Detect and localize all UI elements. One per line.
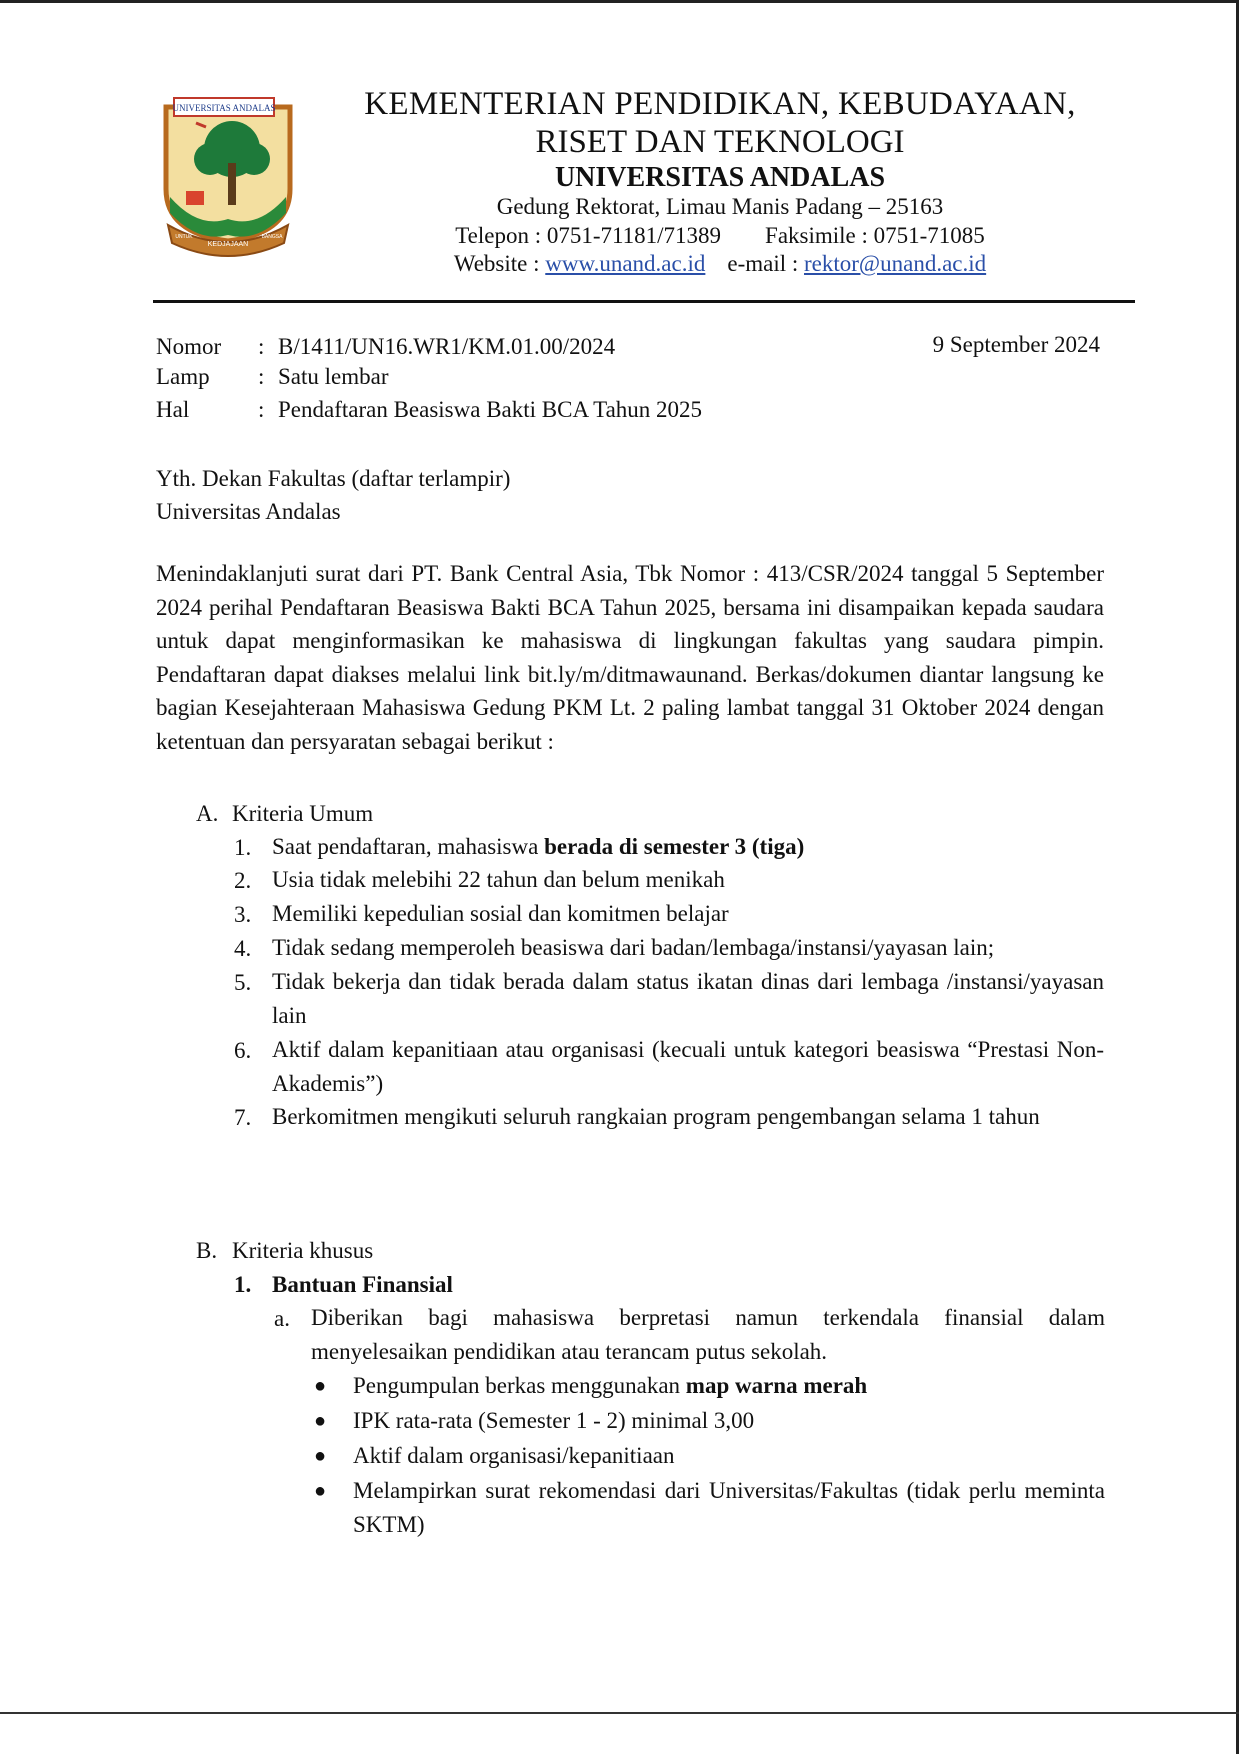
nomor-label: Nomor [156, 334, 222, 359]
letterhead-web [300, 251, 1140, 277]
criteria-item-6: Aktif dalam kepanitiaan atau organisasi (kecuali untuk kategori beasiswa “Prestasi Non-Akademis”) [272, 1037, 1104, 1096]
website-label: Website : [453, 251, 546, 276]
section-a-title: Kriteria Umum [232, 801, 374, 826]
recipient-line-2: Universitas Andalas [156, 499, 341, 524]
bullet-icon: ● [314, 1410, 327, 1432]
section-a-marker: A. [196, 801, 219, 826]
letter-date: 9 September 2024 [932, 332, 1100, 357]
hal-value: Pendaftaran Beasiswa Bakti BCA Tahun 2025 [278, 397, 703, 422]
ministry-line-2: RISET DAN TEKNOLOGI [535, 124, 905, 160]
lamp-colon: : [258, 364, 265, 389]
bullet-text: Pengumpulan berkas menggunakan [353, 1373, 686, 1398]
hal-colon: : [258, 397, 265, 422]
bullet-bold-text: map warna merah [685, 1373, 868, 1398]
item-number: 3. [234, 902, 252, 927]
bullet-item-1 [353, 1369, 1105, 1403]
criteria-item-2: Usia tidak melebihi 22 tahun dan belum menikah [272, 867, 725, 892]
ministry-line-1: KEMENTERIAN PENDIDIKAN, KEBUDAYAAN, [364, 86, 1076, 122]
item-text: Saat pendaftaran, mahasiswa [272, 834, 545, 859]
phone-number: Telepon : 0751-71181/71389 [455, 223, 722, 248]
subsection-a-marker: a. [274, 1306, 290, 1331]
hal-label: Hal [156, 397, 190, 422]
svg-text:UNTUK: UNTUK [175, 234, 193, 240]
criteria-item-4: Tidak sedang memperoleh beasiswa dari badan/lembaga/instansi/yayasan lain; [272, 935, 995, 960]
criteria-item-7: Berkomitmen mengikuti seluruh rangkaian program pengembangan selama 1 tahun [272, 1104, 1040, 1129]
scan-bottom-border [0, 1712, 1239, 1714]
bullet-icon: ● [314, 1480, 327, 1502]
lamp-label: Lamp [156, 364, 210, 389]
fax-number: Faksimile : 0751-71085 [765, 223, 985, 248]
letterhead-rule [153, 300, 1135, 303]
letterhead-address: Gedung Rektorat, Limau Manis Padang – 25163 [496, 194, 944, 219]
section-b-title: Kriteria khusus [232, 1238, 374, 1263]
item-number: 5. [234, 970, 252, 995]
university-logo [158, 93, 298, 265]
subsection-title: Bantuan Finansial [272, 1272, 453, 1297]
lamp-value: Satu lembar [278, 364, 389, 389]
criteria-item-5: Tidak bekerja dan tidak berada dalam status ikatan dinas dari lembaga /instansi/yayasan lain [272, 969, 1104, 1028]
item-number: 7. [234, 1105, 252, 1130]
item-number: 2. [234, 868, 252, 893]
email-link[interactable]: rektor@unand.ac.id [804, 251, 987, 276]
letterhead-contact [300, 223, 1140, 249]
university-name: UNIVERSITAS ANDALAS [554, 162, 886, 193]
email-label: e-mail : [727, 251, 805, 276]
criteria-item-3: Memiliki kepedulian sosial dan komitmen belajar [272, 901, 729, 926]
criteria-item-1 [272, 830, 1112, 864]
nomor-colon: : [258, 334, 265, 359]
nomor-value: B/1411/UN16.WR1/KM.01.00/2024 [278, 334, 616, 359]
item-bold-text: berada di semester 3 (tiga) [544, 834, 805, 859]
bullet-item-2: IPK rata-rata (Semester 1 - 2) minimal 3,00 [353, 1408, 755, 1433]
svg-text:UNIVERSITAS ANDALAS: UNIVERSITAS ANDALAS [172, 103, 276, 113]
bullet-item-3: Aktif dalam organisasi/kepanitiaan [353, 1443, 675, 1468]
section-b-marker: B. [196, 1238, 218, 1263]
subsection-a-text: Diberikan bagi mahasiswa berpretasi namun terkendala finansial dalam menyelesaikan pendidikan atau terancam putus sekolah. [311, 1305, 1105, 1364]
svg-text:KEDJAJAAN: KEDJAJAAN [207, 241, 249, 248]
website-link[interactable]: www.unand.ac.id [545, 251, 706, 276]
item-number: 1. [234, 835, 252, 860]
recipient-line-1: Yth. Dekan Fakultas (daftar terlampir) [156, 466, 511, 491]
bullet-icon: ● [314, 1375, 327, 1397]
subsection-number: 1. [234, 1272, 252, 1297]
scan-top-border [0, 0, 1239, 3]
item-number: 6. [234, 1038, 252, 1063]
body-paragraph: Menindaklanjuti surat dari PT. Bank Central Asia, Tbk Nomor : 413/CSR/2024 tanggal 5 September 2024 perihal Pendaftaran Beasiswa Bakti BCA Tahun 2025, bersama ini disampaikan kepada saudara untuk dapat menginformasikan ke mahasiswa di lingkungan fakultas yang saudara pimpin. Pendaftaran dapat diakses melalui link bit.ly/m/ditmawaunand. Berkas/dokumen diantar langsung ke bagian Kesejahteraan Mahasiswa Gedung PKM Lt. 2 paling lambat tanggal 31 Oktober 2024 dengan ketentuan dan persyaratan sebagai berikut : [156, 561, 1104, 754]
bullet-icon: ● [314, 1445, 327, 1467]
item-number: 4. [234, 936, 252, 961]
svg-text:BANGSA: BANGSA [261, 234, 283, 240]
bullet-item-4: Melampirkan surat rekomendasi dari Universitas/Fakultas (tidak perlu meminta SKTM) [353, 1478, 1105, 1537]
